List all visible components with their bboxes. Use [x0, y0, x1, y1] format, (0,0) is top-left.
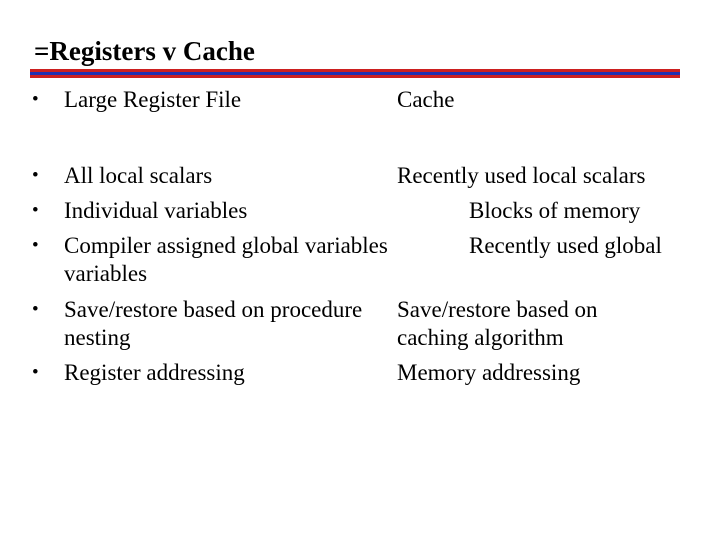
title-rule-red-bottom	[30, 75, 680, 78]
slide-title: =Registers v Cache	[34, 36, 255, 66]
bullet-icon: •	[32, 235, 39, 256]
cache-item-addressing: Memory addressing	[397, 360, 581, 385]
bullet-icon: •	[32, 89, 39, 110]
cache-item-memory-blocks: Blocks of memory	[469, 198, 641, 223]
register-item-globals-line2: variables	[64, 261, 148, 286]
cache-item-save-restore-line2: caching algorithm	[397, 325, 564, 350]
cache-item-globals: Recently used global	[469, 233, 662, 258]
register-item-save-restore-line2: nesting	[64, 325, 131, 350]
header-right: Cache	[397, 87, 455, 112]
cache-item-save-restore-line1: Save/restore based on	[397, 297, 598, 322]
bullet-icon: •	[32, 200, 39, 221]
register-item-local-scalars: All local scalars	[64, 163, 213, 188]
bullet-icon: •	[32, 362, 39, 383]
header-left: Large Register File	[64, 87, 242, 112]
register-item-globals-line1: Compiler assigned global variables	[64, 233, 388, 258]
cache-item-local-scalars: Recently used local scalars	[397, 163, 646, 188]
bullet-icon: •	[32, 299, 39, 320]
register-item-save-restore-line1: Save/restore based on procedure	[64, 297, 363, 322]
register-item-variables: Individual variables	[64, 198, 248, 223]
register-item-addressing: Register addressing	[64, 360, 245, 385]
bullet-icon: •	[32, 165, 39, 186]
